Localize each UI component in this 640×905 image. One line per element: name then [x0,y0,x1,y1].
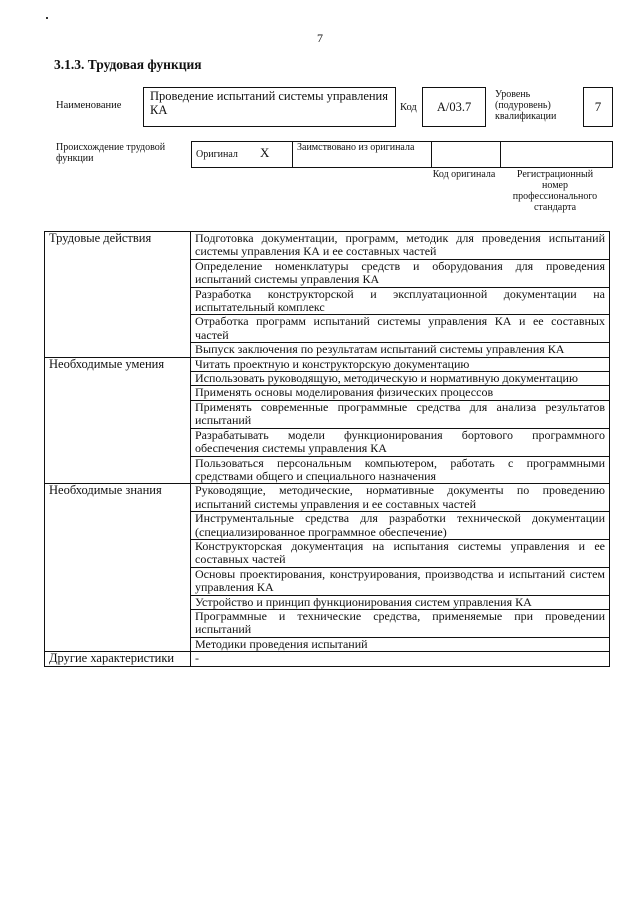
section-item: Разработка конструкторской и эксплуатационной документации на испытательный комплекс [191,287,610,315]
section-item: Отработка программ испытаний системы управления КА и ее составных частей [191,315,610,343]
section-item: Определение номенклатуры средств и оборудования для проведения испытаний системы управления КА [191,259,610,287]
section-item: Инструментальные средства для разработки технической документации (специализированное программное обеспечение) [191,512,610,540]
original-mark: X [260,145,270,160]
section-item: Читать проектную и конструкторскую документацию [191,357,610,371]
level-label: Уровень (подуровень) квалификации [495,89,557,122]
section-item: Разрабатывать модели функционирования бортового программного обеспечения системы управления КА [191,428,610,456]
section-item: Применять современные программные средства для анализа результатов испытаний [191,400,610,428]
section-item: Основы проектирования, конструирования, производства и испытаний систем управления КА [191,567,610,595]
code-value: A/03.7 [422,87,486,127]
section-item: Подготовка документации, программ, методик для проведения испытаний системы управления КА и ее составных частей [191,232,610,260]
code-original-cell [432,142,501,168]
section-item: Конструкторская документация на испытания системы управления и ее составных частей [191,539,610,567]
section-item: Руководящие, методические, нормативные документы по проведению испытаний системы управления и ее составных частей [191,484,610,512]
section-heading: Другие характеристики [45,652,191,666]
page-number: 7 [317,31,323,45]
section-item: Применять основы моделирования физических процессов [191,386,610,400]
section-item: - [191,652,610,666]
section-item: Программные и технические средства, применяемые при проведении испытаний [191,609,610,637]
code-caption: Код оригинала [432,169,496,180]
labor-function-table [44,231,610,667]
reg-caption: Регистрационный номер профессионального стандарта [512,169,598,213]
borrowed-label: Заимствовано из оригинала [297,142,415,153]
section-item: Использовать руководящую, методическую и нормативную документацию [191,372,610,386]
table-row [45,652,610,666]
name-value: Проведение испытаний системы управления КА [143,87,396,127]
origin-label: Происхождение трудовой функции [56,142,166,164]
section-heading: Необходимые знания [45,484,191,652]
section-title: 3.1.3. Трудовая функция [54,57,202,72]
level-value: 7 [583,87,613,127]
borrowed-cell [293,142,432,168]
section-heading: Необходимые умения [45,357,191,484]
table-row [45,232,610,260]
original-label: Оригинал [196,149,238,160]
name-label: Наименование [56,100,122,111]
code-label: Код [400,102,417,113]
section-heading: Трудовые действия [45,232,191,358]
table-row [45,357,610,371]
section-item: Выпуск заключения по результатам испытаний системы управления КА [191,343,610,357]
section-item: Методики проведения испытаний [191,637,610,651]
section-item: Устройство и принцип функционирования систем управления КА [191,595,610,609]
table-row [45,484,610,512]
scan-dot [46,17,48,19]
section-item: Пользоваться персональным компьютером, работать с программными средствами общего и специального назначения [191,456,610,484]
reg-number-cell [501,142,613,168]
original-cell [192,142,293,168]
origin-table [191,141,613,168]
